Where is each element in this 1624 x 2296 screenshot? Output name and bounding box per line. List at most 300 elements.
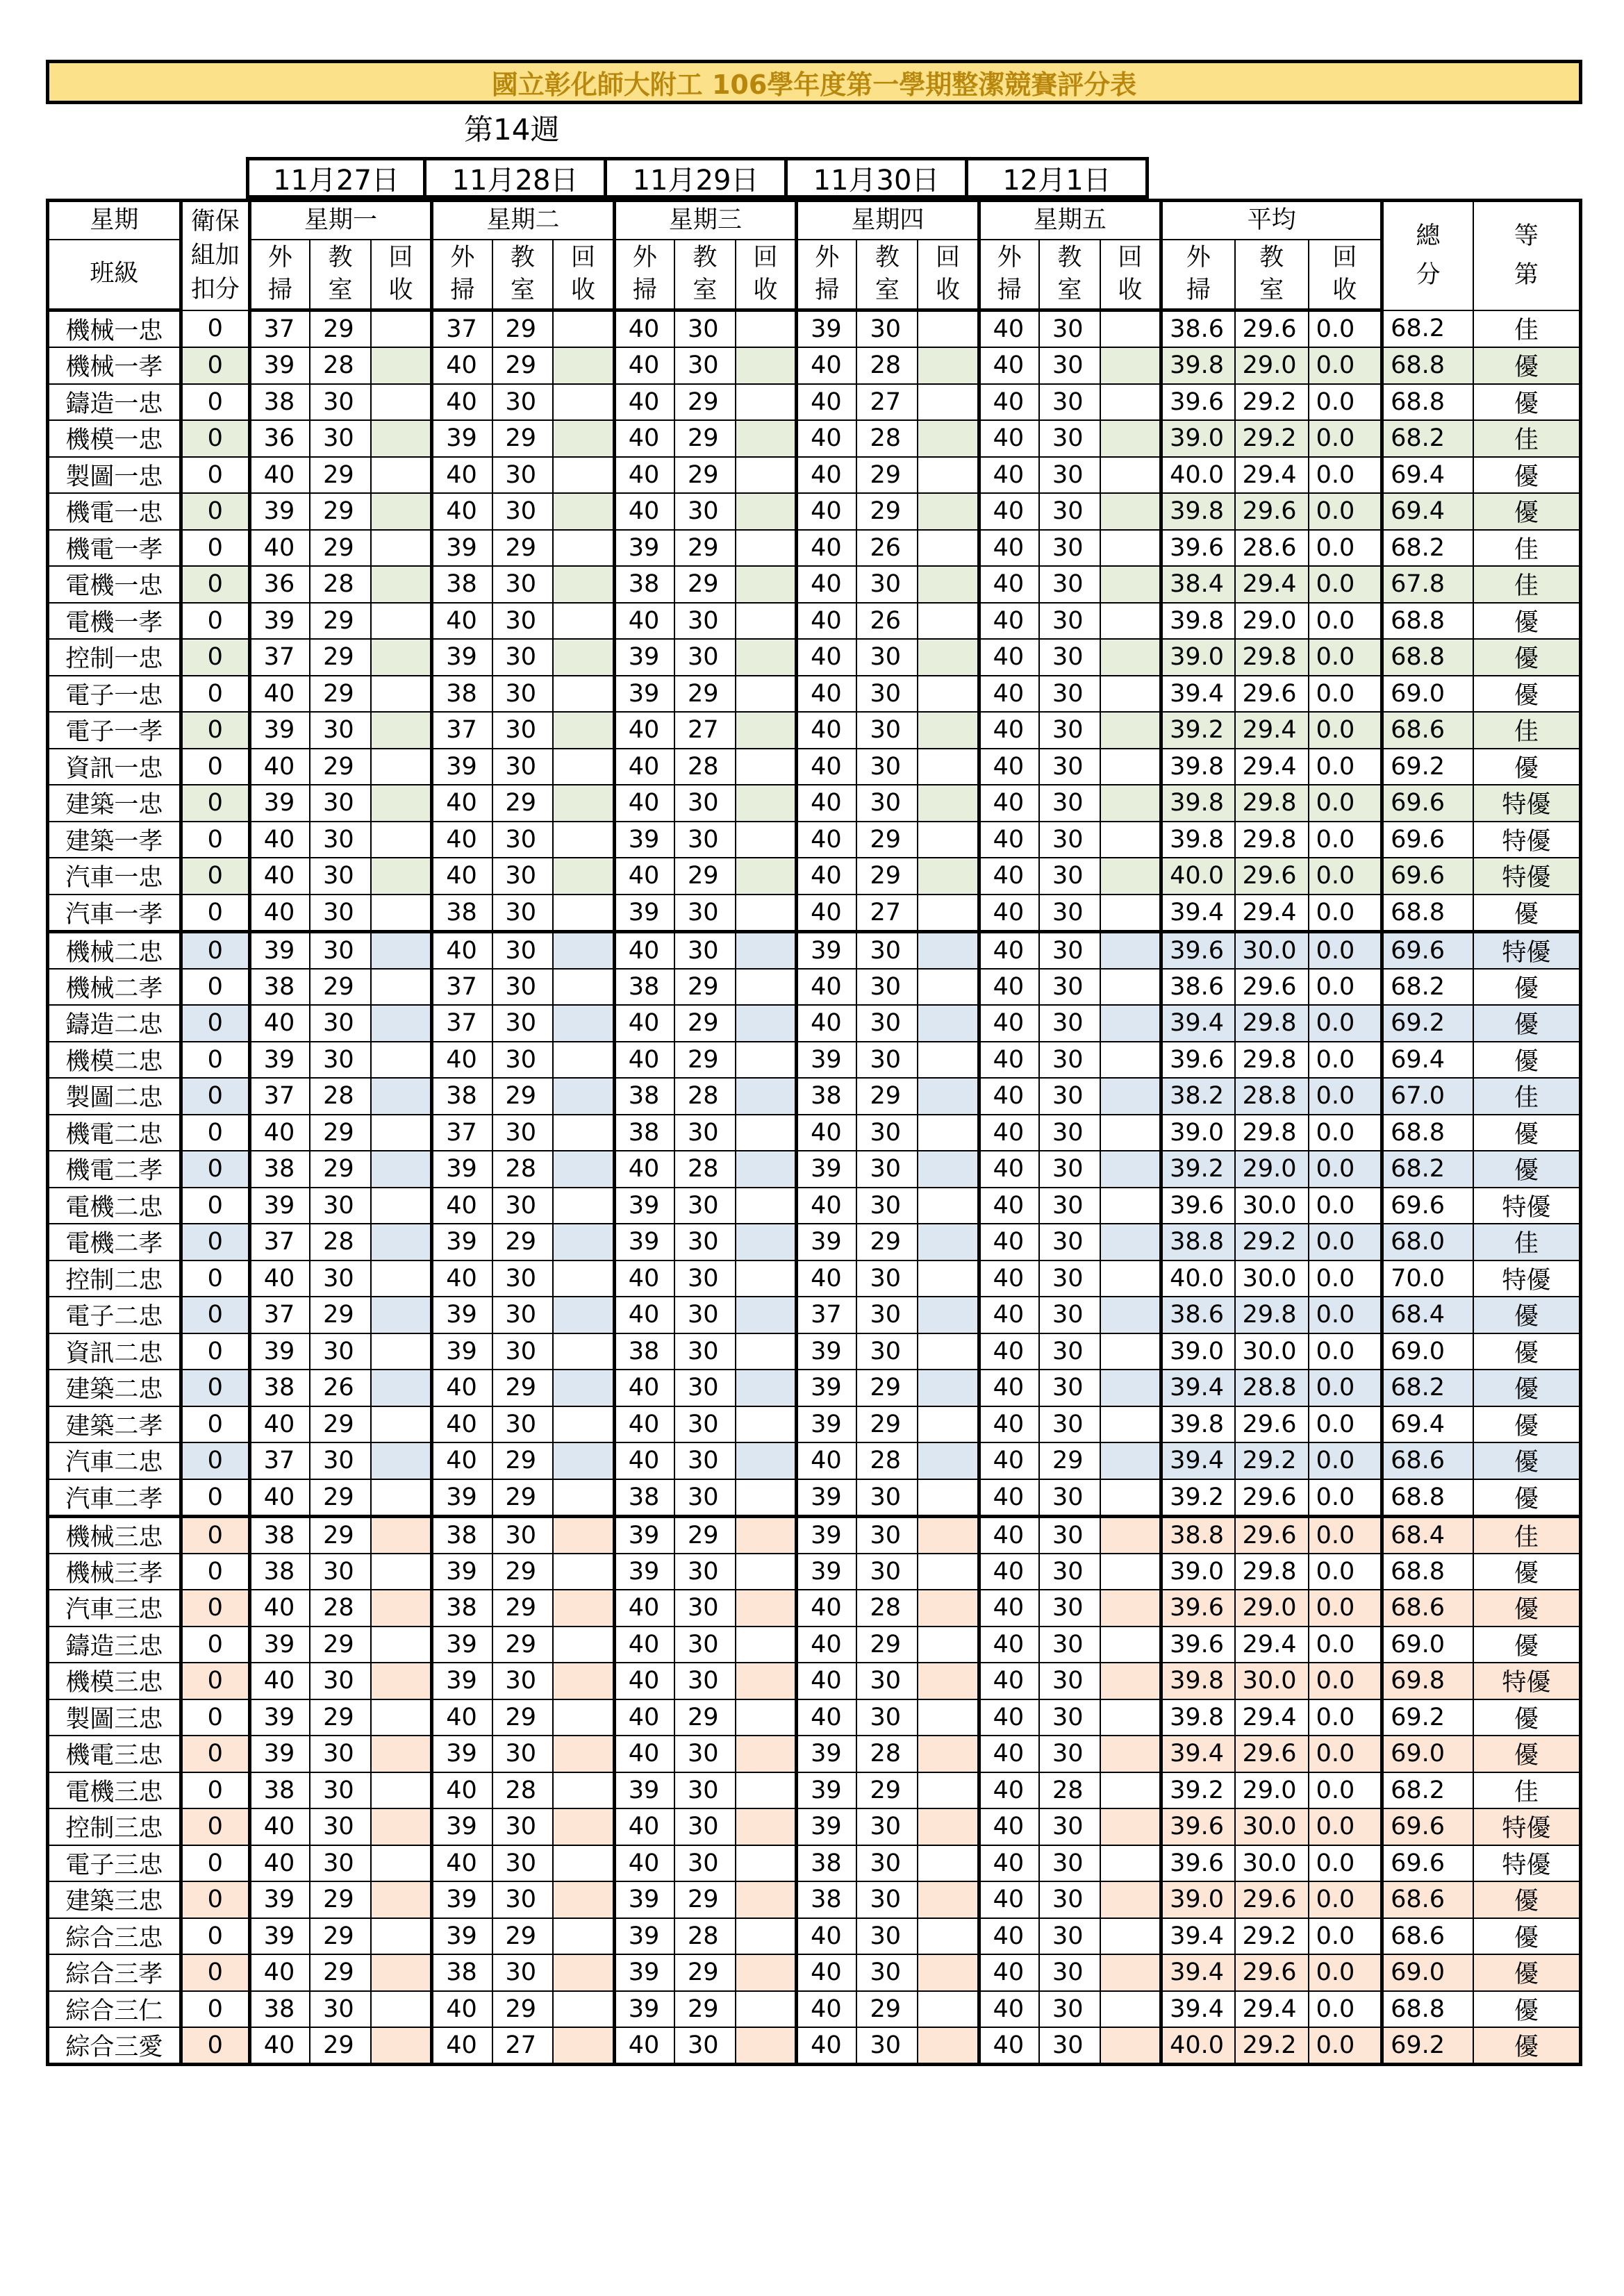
score-cell: 39 — [614, 1554, 674, 1590]
average-cell: 29.0 — [1235, 347, 1309, 384]
score-cell: 40 — [432, 1406, 492, 1443]
average-cell: 30.0 — [1235, 1261, 1309, 1297]
table-row — [48, 895, 1581, 932]
score-cell: 40 — [979, 676, 1039, 713]
deduction-cell: 0 — [181, 676, 249, 713]
score-cell: 29 — [492, 1554, 554, 1590]
score-cell — [371, 931, 432, 969]
score-cell: 39 — [249, 712, 310, 749]
total-cell: 69.0 — [1382, 676, 1473, 713]
score-cell — [553, 1991, 614, 2028]
class-name-cell: 電機三忠 — [48, 1772, 181, 1809]
table-row — [48, 420, 1581, 457]
sub-header-cell — [1309, 240, 1382, 310]
score-cell — [1100, 712, 1161, 749]
score-cell — [1100, 1151, 1161, 1188]
score-cell — [736, 1370, 797, 1406]
score-cell: 40 — [979, 493, 1039, 530]
score-cell: 40 — [614, 2027, 674, 2065]
average-cell: 0.0 — [1309, 1991, 1382, 2028]
rank-cell: 佳 — [1473, 712, 1581, 749]
score-cell — [736, 1627, 797, 1663]
rank-cell: 優 — [1473, 1479, 1581, 1517]
deduction-cell: 0 — [181, 420, 249, 457]
score-cell: 40 — [797, 566, 857, 603]
score-cell: 38 — [614, 1333, 674, 1370]
score-cell: 30 — [674, 347, 736, 384]
average-cell: 0.0 — [1309, 1188, 1382, 1224]
class-name-cell: 資訊一忠 — [48, 749, 181, 785]
score-cell: 40 — [614, 347, 674, 384]
score-cell: 30 — [1039, 1005, 1100, 1042]
score-cell — [371, 895, 432, 932]
score-cell — [1100, 1115, 1161, 1151]
table-row — [48, 1333, 1581, 1370]
average-cell: 39.4 — [1161, 895, 1235, 932]
sub-header-text: 回收 — [571, 243, 596, 304]
average-cell: 28.8 — [1235, 1078, 1309, 1115]
class-name-cell: 控制二忠 — [48, 1261, 181, 1297]
score-cell — [553, 1699, 614, 1736]
average-cell: 39.4 — [1161, 1005, 1235, 1042]
score-cell: 40 — [249, 895, 310, 932]
score-cell: 30 — [856, 1479, 918, 1517]
score-cell — [918, 1699, 979, 1736]
score-cell: 28 — [1039, 1772, 1100, 1809]
score-cell — [736, 1078, 797, 1115]
score-cell: 29 — [856, 457, 918, 494]
score-cell: 40 — [432, 2027, 492, 2065]
class-name-cell: 汽車二忠 — [48, 1442, 181, 1479]
score-cell: 29 — [674, 1991, 736, 2028]
score-cell: 29 — [492, 1590, 554, 1627]
rank-cell: 優 — [1473, 676, 1581, 713]
total-cell: 68.8 — [1382, 347, 1473, 384]
score-cell: 30 — [492, 969, 554, 1006]
score-cell: 29 — [310, 1918, 371, 1955]
table-row — [48, 931, 1581, 969]
score-cell: 30 — [1039, 384, 1100, 421]
score-cell: 29 — [492, 1918, 554, 1955]
score-cell: 30 — [492, 1516, 554, 1554]
total-cell: 67.8 — [1382, 566, 1473, 603]
average-cell: 39.4 — [1161, 1370, 1235, 1406]
average-cell: 38.2 — [1161, 1078, 1235, 1115]
score-cell: 40 — [979, 530, 1039, 567]
score-cell: 40 — [979, 310, 1039, 348]
score-cell: 30 — [1039, 603, 1100, 640]
average-cell: 0.0 — [1309, 1663, 1382, 1699]
score-cell: 39 — [614, 1772, 674, 1809]
average-cell: 29.2 — [1235, 384, 1309, 421]
score-cell: 40 — [979, 1808, 1039, 1845]
score-cell: 30 — [856, 1845, 918, 1882]
deduction-cell: 0 — [181, 1188, 249, 1224]
score-cell — [918, 1845, 979, 1882]
average-cell: 30.0 — [1235, 1808, 1309, 1845]
score-cell: 37 — [797, 1297, 857, 1333]
score-cell — [918, 384, 979, 421]
score-cell: 38 — [614, 969, 674, 1006]
total-cell: 68.0 — [1382, 1224, 1473, 1261]
score-cell: 40 — [614, 749, 674, 785]
deduction-cell: 0 — [181, 785, 249, 822]
average-cell: 0.0 — [1309, 1516, 1382, 1554]
score-cell: 29 — [310, 1479, 371, 1517]
class-name-cell: 機模二忠 — [48, 1042, 181, 1079]
score-cell: 40 — [614, 457, 674, 494]
deduction-cell: 0 — [181, 969, 249, 1006]
class-name-cell: 鑄造二忠 — [48, 1005, 181, 1042]
score-cell: 40 — [249, 1406, 310, 1443]
score-cell — [1100, 2027, 1161, 2065]
sub-header-cell — [1235, 240, 1309, 310]
deduction-cell: 0 — [181, 1442, 249, 1479]
score-cell: 40 — [797, 1663, 857, 1699]
score-cell — [918, 1188, 979, 1224]
page-title: 國立彰化師大附工 106學年度第一學期整潔競賽評分表 — [46, 60, 1582, 104]
score-cell: 29 — [492, 785, 554, 822]
average-cell: 39.8 — [1161, 1699, 1235, 1736]
class-name-cell: 資訊二忠 — [48, 1333, 181, 1370]
total-cell: 69.6 — [1382, 931, 1473, 969]
score-cell — [553, 785, 614, 822]
score-cell — [371, 530, 432, 567]
score-cell: 29 — [492, 420, 554, 457]
score-cell: 30 — [310, 785, 371, 822]
total-cell: 69.2 — [1382, 1005, 1473, 1042]
score-cell — [736, 1918, 797, 1955]
score-cell: 40 — [979, 603, 1039, 640]
score-cell: 40 — [797, 1627, 857, 1663]
average-cell: 29.2 — [1235, 2027, 1309, 2065]
score-cell — [736, 712, 797, 749]
score-cell: 37 — [432, 1115, 492, 1151]
average-cell: 29.6 — [1235, 969, 1309, 1006]
score-cell: 40 — [979, 2027, 1039, 2065]
weekday-thu: 星期四 — [797, 201, 979, 240]
score-cell: 38 — [614, 1078, 674, 1115]
class-name-cell: 控制一忠 — [48, 639, 181, 676]
score-cell: 39 — [797, 310, 857, 348]
average-cell: 29.6 — [1235, 310, 1309, 348]
score-cell: 26 — [856, 603, 918, 640]
sub-header-text: 回收 — [1118, 243, 1143, 304]
score-cell — [553, 1918, 614, 1955]
average-cell: 29.6 — [1235, 493, 1309, 530]
average-cell: 0.0 — [1309, 1590, 1382, 1627]
score-cell — [371, 1954, 432, 1991]
score-cell: 37 — [249, 1078, 310, 1115]
score-cell — [553, 384, 614, 421]
score-cell: 30 — [856, 639, 918, 676]
score-cell: 30 — [492, 1261, 554, 1297]
score-cell: 28 — [674, 749, 736, 785]
score-cell: 30 — [674, 639, 736, 676]
score-cell: 30 — [1039, 1808, 1100, 1845]
average-cell: 0.0 — [1309, 1442, 1382, 1479]
score-cell: 40 — [979, 1991, 1039, 2028]
average-cell: 30.0 — [1235, 1845, 1309, 1882]
average-cell: 0.0 — [1309, 420, 1382, 457]
score-cell: 30 — [1039, 1078, 1100, 1115]
score-cell: 30 — [856, 969, 918, 1006]
score-cell — [736, 384, 797, 421]
average-cell: 38.6 — [1161, 1297, 1235, 1333]
score-cell: 29 — [674, 384, 736, 421]
score-cell: 30 — [856, 1005, 918, 1042]
rank-cell: 佳 — [1473, 1772, 1581, 1809]
score-cell — [736, 858, 797, 895]
total-header — [1382, 201, 1473, 310]
average-cell: 39.6 — [1161, 530, 1235, 567]
score-cell — [736, 749, 797, 785]
score-cell: 30 — [492, 1845, 554, 1882]
score-cell: 37 — [249, 1224, 310, 1261]
average-cell: 0.0 — [1309, 1918, 1382, 1955]
score-cell — [1100, 1406, 1161, 1443]
score-cell — [736, 1590, 797, 1627]
score-cell: 29 — [856, 1224, 918, 1261]
sub-header-cell — [614, 240, 674, 310]
total-cell: 69.6 — [1382, 1845, 1473, 1882]
average-cell: 0.0 — [1309, 1333, 1382, 1370]
score-cell: 39 — [797, 1406, 857, 1443]
total-cell: 68.2 — [1382, 530, 1473, 567]
deduction-header-text: 衛保組加扣分 — [190, 207, 240, 303]
score-cell — [918, 822, 979, 858]
score-cell: 40 — [979, 1516, 1039, 1554]
table-row — [48, 1442, 1581, 1479]
score-cell: 39 — [432, 530, 492, 567]
rank-cell: 優 — [1473, 895, 1581, 932]
score-cell — [918, 566, 979, 603]
rank-cell: 優 — [1473, 1954, 1581, 1991]
score-cell — [918, 1224, 979, 1261]
total-cell: 69.0 — [1382, 1954, 1473, 1991]
average-cell: 0.0 — [1309, 1479, 1382, 1517]
score-cell: 30 — [310, 712, 371, 749]
average-cell: 39.0 — [1161, 1333, 1235, 1370]
score-cell: 30 — [674, 931, 736, 969]
deduction-cell: 0 — [181, 1808, 249, 1845]
score-cell — [553, 1808, 614, 1845]
score-cell: 30 — [674, 1736, 736, 1772]
sub-header-text: 教室 — [510, 243, 535, 304]
score-cell: 40 — [797, 420, 857, 457]
score-cell: 39 — [432, 1333, 492, 1370]
score-cell: 40 — [614, 1005, 674, 1042]
score-cell: 40 — [797, 1442, 857, 1479]
rank-cell: 特優 — [1473, 1261, 1581, 1297]
score-cell: 40 — [432, 603, 492, 640]
score-cell: 39 — [249, 1699, 310, 1736]
score-cell — [1100, 1918, 1161, 1955]
score-cell — [918, 1663, 979, 1699]
score-cell — [918, 1954, 979, 1991]
score-cell — [1100, 1991, 1161, 2028]
score-cell: 40 — [979, 1370, 1039, 1406]
average-cell: 0.0 — [1309, 2027, 1382, 2065]
average-cell: 0.0 — [1309, 749, 1382, 785]
score-cell: 30 — [1039, 1881, 1100, 1918]
average-cell: 0.0 — [1309, 493, 1382, 530]
deduction-cell: 0 — [181, 310, 249, 348]
score-cell: 40 — [797, 493, 857, 530]
average-cell: 0.0 — [1309, 1881, 1382, 1918]
score-cell: 39 — [797, 1370, 857, 1406]
average-cell: 29.0 — [1235, 1772, 1309, 1809]
score-cell — [736, 420, 797, 457]
score-cell — [918, 1042, 979, 1079]
score-cell: 29 — [492, 1224, 554, 1261]
score-cell — [736, 1005, 797, 1042]
score-cell: 38 — [432, 895, 492, 932]
deduction-header — [181, 201, 249, 310]
average-cell: 39.8 — [1161, 749, 1235, 785]
score-cell — [918, 457, 979, 494]
score-cell — [371, 1699, 432, 1736]
score-cell: 40 — [979, 1042, 1039, 1079]
score-cell: 39 — [249, 931, 310, 969]
score-cell: 30 — [1039, 749, 1100, 785]
score-cell: 40 — [979, 969, 1039, 1006]
rank-cell: 優 — [1473, 1442, 1581, 1479]
score-cell: 29 — [674, 1005, 736, 1042]
average-cell: 39.0 — [1161, 1554, 1235, 1590]
score-cell: 30 — [1039, 676, 1100, 713]
score-cell: 30 — [1039, 420, 1100, 457]
deduction-cell: 0 — [181, 1772, 249, 1809]
score-cell: 40 — [432, 1261, 492, 1297]
sub-header-text: 回收 — [753, 243, 778, 304]
total-cell: 68.2 — [1382, 1772, 1473, 1809]
score-cell: 40 — [432, 1991, 492, 2028]
score-cell: 30 — [492, 749, 554, 785]
score-cell: 40 — [614, 1590, 674, 1627]
score-cell: 38 — [249, 1516, 310, 1554]
score-cell: 28 — [856, 1590, 918, 1627]
table-row — [48, 1078, 1581, 1115]
score-cell: 30 — [492, 1808, 554, 1845]
class-name-cell: 機模三忠 — [48, 1663, 181, 1699]
score-cell: 40 — [979, 1188, 1039, 1224]
score-cell: 30 — [310, 1261, 371, 1297]
score-cell: 40 — [614, 1370, 674, 1406]
table-row — [48, 493, 1581, 530]
score-cell: 38 — [432, 1078, 492, 1115]
score-cell — [553, 566, 614, 603]
total-cell: 69.6 — [1382, 822, 1473, 858]
score-cell: 40 — [432, 785, 492, 822]
score-cell: 39 — [614, 822, 674, 858]
score-cell: 40 — [979, 749, 1039, 785]
score-cell — [1100, 1297, 1161, 1333]
table-row — [48, 1554, 1581, 1590]
score-cell: 38 — [432, 1954, 492, 1991]
score-cell — [371, 1261, 432, 1297]
class-name-cell: 電子一忠 — [48, 676, 181, 713]
score-cell: 40 — [614, 1406, 674, 1443]
deduction-cell: 0 — [181, 1224, 249, 1261]
deduction-cell: 0 — [181, 858, 249, 895]
rank-cell: 特優 — [1473, 1663, 1581, 1699]
score-cell — [918, 1627, 979, 1663]
score-cell: 29 — [492, 1442, 554, 1479]
table-row — [48, 1590, 1581, 1627]
average-cell: 38.6 — [1161, 969, 1235, 1006]
score-cell: 29 — [856, 1370, 918, 1406]
average-cell: 0.0 — [1309, 969, 1382, 1006]
date-wednesday: 11月29日 — [604, 157, 788, 199]
class-name-cell: 汽車三忠 — [48, 1590, 181, 1627]
score-cell — [918, 493, 979, 530]
score-cell: 36 — [249, 566, 310, 603]
score-cell: 28 — [674, 1151, 736, 1188]
class-name-cell: 鑄造一忠 — [48, 384, 181, 421]
score-cell: 37 — [432, 1005, 492, 1042]
rank-cell: 優 — [1473, 639, 1581, 676]
score-cell — [1100, 1627, 1161, 1663]
score-cell — [553, 1406, 614, 1443]
score-cell: 40 — [979, 1442, 1039, 1479]
score-cell — [371, 1297, 432, 1333]
score-cell: 40 — [797, 676, 857, 713]
date-tuesday: 11月28日 — [423, 157, 607, 199]
score-cell — [553, 530, 614, 567]
average-cell: 29.4 — [1235, 566, 1309, 603]
score-cell — [553, 310, 614, 348]
score-cell — [553, 1115, 614, 1151]
score-cell: 30 — [310, 1772, 371, 1809]
score-cell: 29 — [674, 420, 736, 457]
rank-cell: 優 — [1473, 457, 1581, 494]
score-cell: 40 — [614, 712, 674, 749]
sub-header-text: 教室 — [693, 243, 718, 304]
score-cell: 37 — [249, 639, 310, 676]
score-cell: 30 — [492, 1297, 554, 1333]
score-cell: 40 — [797, 347, 857, 384]
score-cell: 40 — [432, 1188, 492, 1224]
total-cell: 69.4 — [1382, 1406, 1473, 1443]
score-cell: 27 — [674, 712, 736, 749]
score-cell: 30 — [1039, 1333, 1100, 1370]
rank-cell: 優 — [1473, 493, 1581, 530]
rank-cell: 優 — [1473, 1918, 1581, 1955]
table-row — [48, 1699, 1581, 1736]
score-cell: 28 — [310, 1590, 371, 1627]
score-cell — [371, 785, 432, 822]
sub-header-text: 外掃 — [815, 243, 840, 304]
score-cell: 39 — [249, 1333, 310, 1370]
score-cell — [918, 1808, 979, 1845]
score-cell: 37 — [432, 310, 492, 348]
average-cell: 30.0 — [1235, 931, 1309, 969]
rank-cell: 優 — [1473, 1333, 1581, 1370]
average-cell: 29.8 — [1235, 785, 1309, 822]
score-cell: 40 — [979, 566, 1039, 603]
score-cell: 40 — [432, 384, 492, 421]
score-cell: 40 — [979, 1772, 1039, 1809]
average-cell: 0.0 — [1309, 1297, 1382, 1333]
average-cell: 0.0 — [1309, 1699, 1382, 1736]
date-friday: 12月1日 — [965, 157, 1149, 199]
total-cell: 68.2 — [1382, 310, 1473, 348]
score-cell: 30 — [856, 1297, 918, 1333]
score-cell: 29 — [310, 749, 371, 785]
score-cell: 39 — [614, 1516, 674, 1554]
average-cell: 28.8 — [1235, 1370, 1309, 1406]
